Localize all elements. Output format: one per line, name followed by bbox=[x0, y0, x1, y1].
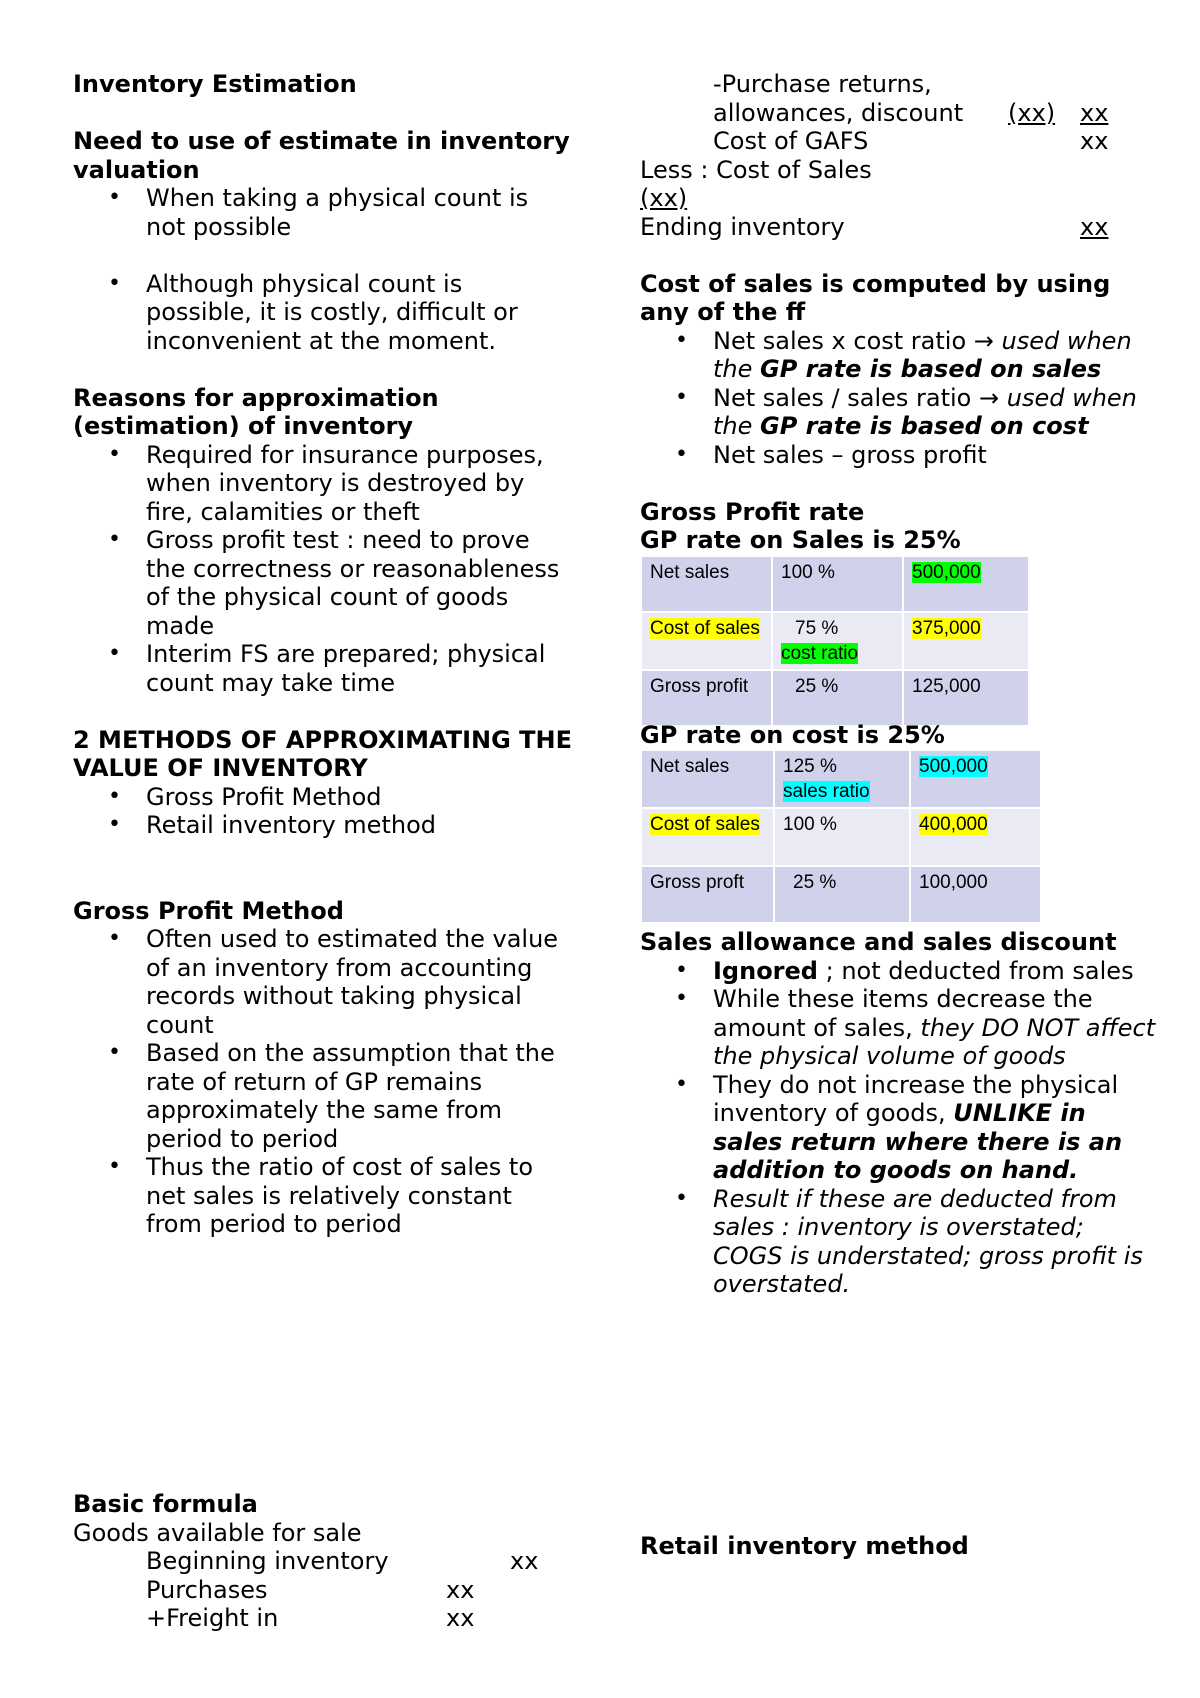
gp-rate-on-cost-heading: GP rate on cost is 25% bbox=[640, 720, 945, 749]
gafs-row bbox=[640, 127, 1160, 156]
list-item: • Thus the ratio of cost of sales to net sales is relatively constant from period to period bbox=[73, 1153, 573, 1239]
need-heading: Need to use of estimate in inventory valuation bbox=[73, 127, 570, 184]
gross-profit-rate-heading: Gross Profit rate bbox=[640, 497, 865, 526]
retail-block bbox=[640, 1532, 1160, 1561]
table-cell: 75 % cost ratio bbox=[772, 612, 903, 670]
cost-of-sales-list bbox=[640, 327, 1160, 470]
formula-freight-row bbox=[73, 1604, 573, 1633]
methods-list bbox=[73, 783, 573, 840]
less-cost-of-sales-label: Less : Cost of Sales bbox=[640, 155, 872, 184]
purchase-returns-amount-2: xx bbox=[1080, 98, 1109, 127]
list-item: • Gross profit test : need to prove the correctness or reasonableness of the physical count of goods made bbox=[73, 526, 573, 640]
reasons-heading: Reasons for approximation (estimation) of inventory bbox=[73, 383, 439, 440]
sales-allowance-list bbox=[640, 957, 1160, 1299]
basic-formula-block bbox=[73, 1490, 573, 1633]
list-item: • While these items decrease the amount of sales, they DO NOT affect the physical volume of goods bbox=[640, 985, 1160, 1071]
gafs-label: Cost of GAFS bbox=[713, 127, 869, 155]
gp-rate-on-sales-table bbox=[640, 555, 1030, 727]
list-item: • Net sales / sales ratio → used when the GP rate is based on cost bbox=[640, 384, 1160, 441]
table-cell: Gross proft bbox=[641, 866, 774, 923]
gp-rate-on-sales-heading: GP rate on Sales is 25% bbox=[640, 526, 961, 554]
right-column bbox=[640, 70, 1160, 1299]
table-cell: 125,000 bbox=[903, 670, 1029, 726]
list-item: • Net sales x cost ratio → used when the GP rate is based on sales bbox=[640, 327, 1160, 384]
table-cell: Net sales bbox=[641, 556, 772, 612]
reasons-list bbox=[73, 441, 573, 698]
list-item: • Required for insurance purposes, when inventory is destroyed by fire, calamities or theft bbox=[73, 441, 573, 527]
table-cell: 100,000 bbox=[910, 866, 1041, 923]
table-cell: Cost of sales bbox=[641, 808, 774, 866]
cost-of-sales-heading: Cost of sales is computed by using any of the ff bbox=[640, 269, 1111, 326]
purchase-returns-row-1 bbox=[640, 70, 1160, 99]
list-item: • Interim FS are prepared; physical count may take time bbox=[73, 640, 573, 697]
formula-beginning-row bbox=[73, 1547, 573, 1576]
gpm-list bbox=[73, 925, 573, 1239]
table-cell: 100 % bbox=[774, 808, 910, 866]
formula-beginning-amount: xx bbox=[510, 1547, 539, 1575]
formula-freight-amount: xx bbox=[446, 1604, 475, 1632]
sales-allowance-heading: Sales allowance and sales discount bbox=[640, 928, 1117, 956]
left-column bbox=[73, 70, 573, 1239]
ending-inventory-amount: xx bbox=[1080, 212, 1109, 241]
table-row bbox=[641, 750, 1041, 808]
formula-purchases-amount: xx bbox=[446, 1575, 475, 1604]
list-item: • Based on the assumption that the rate of return of GP remains approximately the same from period to period bbox=[73, 1039, 573, 1153]
list-item: • Often used to estimated the value of an inventory from accounting records without taking physical count bbox=[73, 925, 573, 1039]
page-title: Inventory Estimation bbox=[73, 70, 357, 98]
table-cell: 500,000 bbox=[910, 750, 1041, 808]
purchase-returns-row-2 bbox=[640, 99, 1160, 128]
list-item: • Gross Profit Method bbox=[73, 783, 573, 812]
ending-inventory-row bbox=[640, 213, 1160, 242]
formula-purchases-row bbox=[73, 1576, 573, 1605]
table-cell: 125 % sales ratio bbox=[774, 750, 910, 808]
formula-freight-label: +Freight in bbox=[146, 1604, 279, 1632]
list-item: • Result if these are deducted from sales : inventory is overstated; COGS is understated; gross profit is overstated. bbox=[640, 1185, 1160, 1299]
list-item: • Although physical count is possible, it is costly, difficult or inconvenient at the moment. bbox=[73, 270, 573, 356]
table-cell: Cost of sales bbox=[641, 612, 772, 670]
table-cell: 400,000 bbox=[910, 808, 1041, 866]
table-cell: 375,000 bbox=[903, 612, 1029, 670]
formula-gafs-label: Goods available for sale bbox=[73, 1518, 362, 1547]
gafs-amount: xx bbox=[1080, 127, 1109, 155]
table-row bbox=[641, 866, 1041, 923]
table-cell: 25 % bbox=[774, 866, 910, 923]
purchase-returns-label-1: -Purchase returns, bbox=[713, 70, 932, 98]
table-cell: Gross profit bbox=[641, 670, 772, 726]
list-item: • Retail inventory method bbox=[73, 811, 573, 840]
gp-rate-on-cost-table bbox=[640, 749, 1042, 924]
table-row bbox=[641, 556, 1029, 612]
table-cell: 25 % bbox=[772, 670, 903, 726]
table-cell: 100 % bbox=[772, 556, 903, 612]
table-cell: Net sales bbox=[641, 750, 774, 808]
formula-beginning-label: Beginning inventory bbox=[146, 1547, 389, 1575]
ending-inventory-label: Ending inventory bbox=[640, 212, 845, 241]
table-row bbox=[641, 612, 1029, 670]
methods-heading: 2 METHODS OF APPROXIMATING THE VALUE OF INVENTORY bbox=[73, 725, 573, 782]
list-item: • Ignored ; not deducted from sales bbox=[640, 957, 1160, 986]
purchase-returns-amount-1: (xx) bbox=[1008, 98, 1056, 127]
table-cell: 500,000 bbox=[903, 556, 1029, 612]
gross-profit-method-heading: Gross Profit Method bbox=[73, 896, 344, 925]
table-row bbox=[641, 808, 1041, 866]
purchase-returns-label-2: allowances, discount bbox=[713, 98, 964, 127]
list-item: • When taking a physical count is not possible bbox=[73, 184, 573, 241]
retail-method-heading: Retail inventory method bbox=[640, 1532, 969, 1560]
list-item: • They do not increase the physical inventory of goods, UNLIKE in sales return where there is an addition to goods on hand. bbox=[640, 1071, 1160, 1185]
less-cost-of-sales-amount: (xx) bbox=[640, 184, 688, 212]
need-list bbox=[73, 184, 573, 355]
basic-formula-heading: Basic formula bbox=[73, 1490, 258, 1518]
formula-purchases-label: Purchases bbox=[146, 1575, 268, 1604]
table-row bbox=[641, 670, 1029, 726]
list-item: • Net sales – gross profit bbox=[640, 441, 1160, 470]
